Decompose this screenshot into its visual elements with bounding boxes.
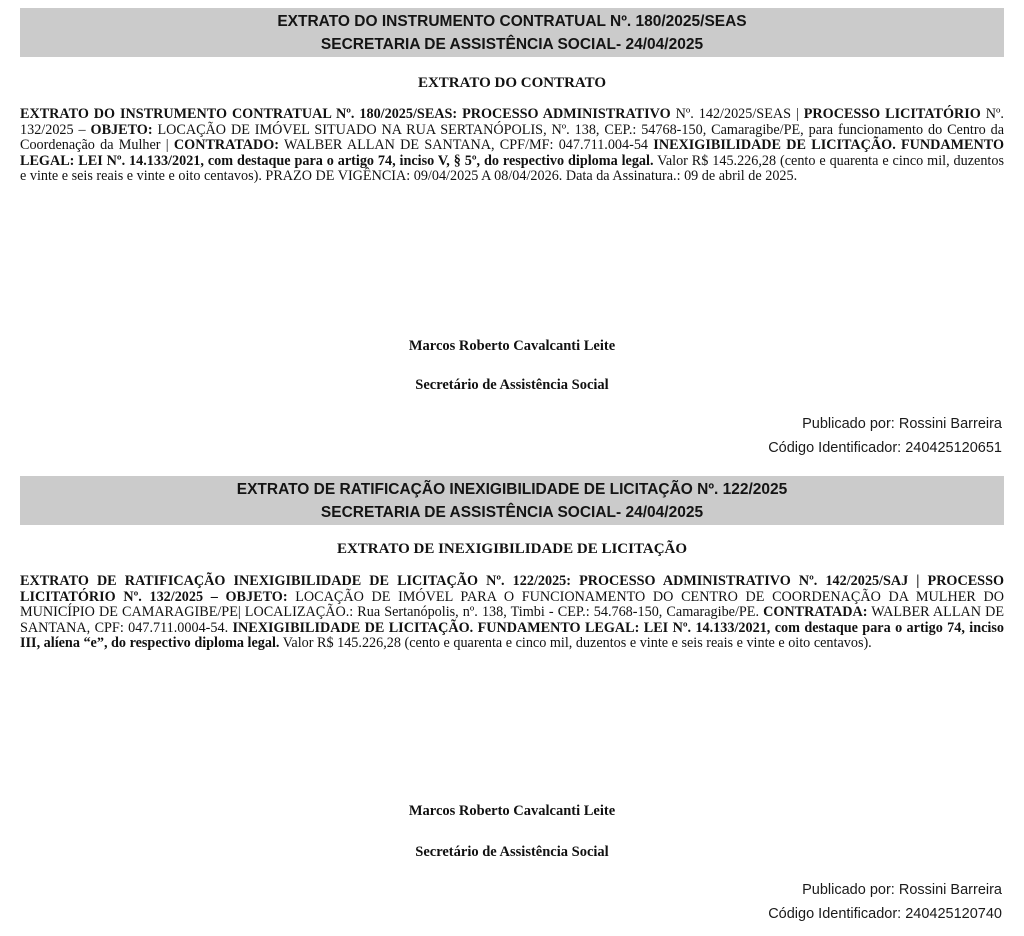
text-run: Valor R$ 145.226,28 (cento e quarenta e cinco mil, duzentos e vinte e seis reais e vinte e oito centavos). <box>279 635 872 652</box>
signatory-name: Marcos Roberto Cavalcanti Leite <box>408 803 616 819</box>
section-header-subtitle: SECRETARIA DE ASSISTÊNCIA SOCIAL- 24/04/2025 <box>320 504 704 521</box>
text-run: LOCAÇÃO DE IMÓVEL SITUADO NA RUA SERTANÓPOLIS, Nº. 138, CEP.: 54768-150, Camaragibe/PE, para funcionamento do Centro da Coordenação da Mulher | <box>20 121 1004 154</box>
section-header-band <box>20 476 1004 525</box>
section-header-title: EXTRATO DE RATIFICAÇÃO INEXIGIBILIDADE DE LICITAÇÃO Nº. 122/2025 <box>236 481 788 498</box>
identifier-code: Código Identificador: 240425120740 <box>768 906 1002 922</box>
section-header-band <box>20 8 1004 57</box>
published-by: Publicado por: Rossini Barreira <box>802 882 1002 898</box>
text-run: Nº. 132/2025 – <box>20 106 1004 138</box>
section-header-subtitle: SECRETARIA DE ASSISTÊNCIA SOCIAL- 24/04/2025 <box>320 36 704 53</box>
bold-text-run: OBJETO: <box>90 121 153 138</box>
bold-text-run: CONTRATADO: <box>173 137 280 154</box>
signatory-role: Secretário de Assistência Social <box>415 377 609 393</box>
bold-text-run: CONTRATADA: <box>763 604 868 621</box>
bold-text-run: PROCESSO LICITATÓRIO <box>803 106 981 122</box>
bold-text-run: EXTRATO DE RATIFICAÇÃO INEXIGIBILIDADE DE LICITAÇÃO Nº. 122/2025: PROCESSO ADMINISTRATIVO Nº. 142/2025/SAJ | PROCESSO LICITATÓRIO Nº. 132/2025 – OBJETO: <box>20 573 1004 605</box>
signatory-name: Marcos Roberto Cavalcanti Leite <box>408 338 616 354</box>
text-run: LOCAÇÃO DE IMÓVEL PARA O FUNCIONAMENTO DO CENTRO DE COORDENAÇÃO DA MULHER DO MUNICÍPIO DE CAMARAGIBE/PE| LOCALIZAÇÃO.: Rua Sertanópolis, nº. 138, Timbi - CEP.: 54.768-150, Camaragibe/PE. <box>20 588 1005 621</box>
published-by: Publicado por: Rossini Barreira <box>802 416 1002 432</box>
text-run: Valor R$ 145.226,28 (cento e quarenta e cinco mil, duzentos e vinte e seis reais e vinte e oito centavos). PRAZO DE VIGÊNCIA: 09/04/2025 A 08/04/2026. Data da Assinatura.: 09 de abril de 2025. <box>20 152 1004 185</box>
section-header-title: EXTRATO DO INSTRUMENTO CONTRATUAL Nº. 180/2025/SEAS <box>277 13 747 30</box>
extract-body-text <box>20 574 1004 652</box>
extract-body-text <box>20 107 1004 185</box>
identifier-code: Código Identificador: 240425120651 <box>768 440 1002 456</box>
text-run: WALBER ALLAN DE SANTANA, CPF/MF: 047.711.004-54 <box>279 137 654 154</box>
extract-subtitle: EXTRATO DO CONTRATO <box>417 75 607 91</box>
bold-text-run: EXTRATO DO INSTRUMENTO CONTRATUAL Nº. 180/2025/SEAS: PROCESSO ADMINISTRATIVO <box>20 106 671 122</box>
extract-subtitle: EXTRATO DE INEXIGIBILIDADE DE LICITAÇÃO <box>336 541 688 557</box>
text-run: WALBER ALLAN DE SANTANA, CPF: 047.711.0004-54. <box>20 604 1005 636</box>
bold-text-run: INEXIGIBILIDADE DE LICITAÇÃO. FUNDAMENTO LEGAL: LEI Nº. 14.133/2021, com destaque para o artigo 74, inciso III, alíena “e”, do respectivo diploma legal. <box>20 619 1004 652</box>
text-run: Nº. 142/2025/SEAS | <box>670 106 804 122</box>
signatory-role: Secretário de Assistência Social <box>415 844 609 860</box>
bold-text-run: INEXIGIBILIDADE DE LICITAÇÃO. FUNDAMENTO LEGAL: LEI Nº. 14.133/2021, com destaque para o artigo 74, inciso V, § 5º, do respectivo diploma legal. <box>20 137 1004 169</box>
